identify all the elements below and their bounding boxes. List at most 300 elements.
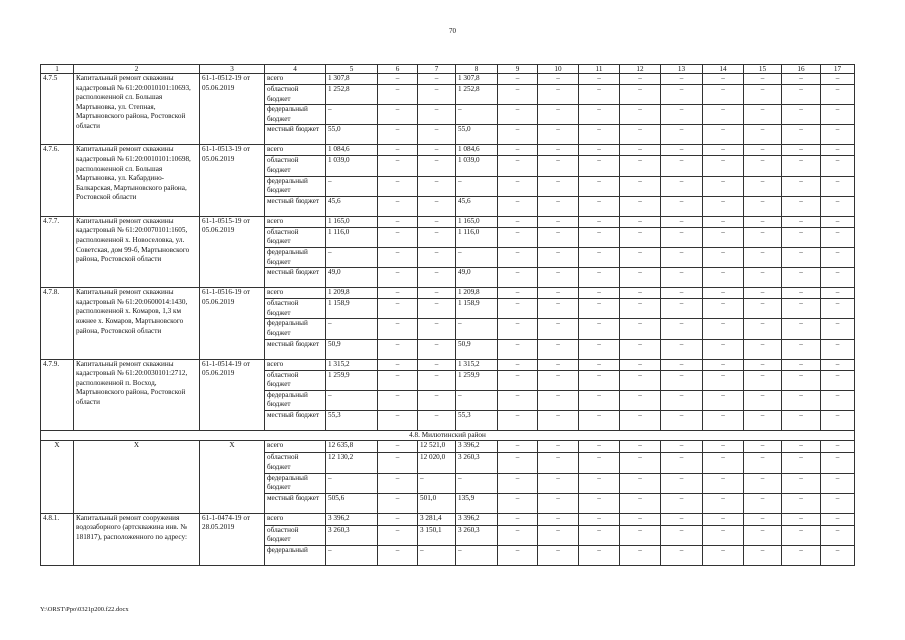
cell-col-7: –: [418, 390, 456, 410]
cell-col-5: 1 252,8: [326, 85, 378, 105]
column-header: 15: [744, 65, 782, 74]
cell-col-5: 1 209,8: [326, 288, 378, 299]
cell-col-6: –: [378, 473, 418, 493]
cell-col-9: –: [498, 493, 538, 513]
cell-col-6: –: [378, 196, 418, 216]
cell-col-17: –: [821, 125, 855, 145]
cell-col-15: –: [744, 410, 782, 430]
cell-col-15: –: [744, 288, 782, 299]
item-number: Х: [41, 441, 74, 513]
cell-col-9: –: [498, 227, 538, 247]
cell-col-8: 55,0: [456, 125, 498, 145]
cell-col-6: –: [378, 370, 418, 390]
cell-col-15: –: [744, 85, 782, 105]
cell-col-15: –: [744, 453, 782, 473]
cell-col-17: –: [821, 196, 855, 216]
column-header: 11: [579, 65, 620, 74]
cell-col-11: –: [579, 288, 620, 299]
cell-col-6: –: [378, 247, 418, 267]
cell-col-15: –: [744, 299, 782, 319]
cell-col-7: –: [418, 288, 456, 299]
cell-col-8: 1 209,8: [456, 288, 498, 299]
cell-col-17: –: [821, 370, 855, 390]
cell-col-8: 1 259,9: [456, 370, 498, 390]
cell-col-14: –: [703, 410, 744, 430]
cell-col-5: –: [326, 546, 378, 566]
cell-col-12: –: [620, 288, 661, 299]
cell-col-8: –: [456, 319, 498, 339]
cell-col-15: –: [744, 145, 782, 156]
column-header: 16: [782, 65, 821, 74]
cell-col-8: 1 158,9: [456, 299, 498, 319]
item-number: 4.7.8.: [41, 288, 74, 359]
cell-col-6: –: [378, 176, 418, 196]
column-header: 3: [200, 65, 265, 74]
cell-col-15: –: [744, 390, 782, 410]
funding-source: всего: [265, 145, 326, 156]
cell-col-13: –: [661, 359, 703, 370]
cell-col-8: 3 260,3: [456, 453, 498, 473]
cell-col-17: –: [821, 473, 855, 493]
cell-col-11: –: [579, 370, 620, 390]
cell-col-14: –: [703, 441, 744, 453]
cell-col-8: 3 260,3: [456, 525, 498, 545]
cell-col-12: –: [620, 473, 661, 493]
cell-col-5: 1 315,2: [326, 359, 378, 370]
cell-col-7: –: [418, 145, 456, 156]
cell-col-5: 1 084,6: [326, 145, 378, 156]
cell-col-7: –: [418, 216, 456, 227]
funding-source: федеральный бюджет: [265, 319, 326, 339]
cell-col-13: –: [661, 410, 703, 430]
cell-col-14: –: [703, 268, 744, 288]
cell-col-10: –: [538, 176, 579, 196]
cell-col-16: –: [782, 453, 821, 473]
cell-col-9: –: [498, 216, 538, 227]
header-row: [41, 65, 855, 74]
cell-col-15: –: [744, 216, 782, 227]
cell-col-8: 50,9: [456, 339, 498, 359]
cell-col-8: 55,3: [456, 410, 498, 430]
funding-source: всего: [265, 288, 326, 299]
cell-col-11: –: [579, 390, 620, 410]
cell-col-14: –: [703, 288, 744, 299]
funding-source: местный бюджет: [265, 268, 326, 288]
page-number: 70: [449, 27, 456, 35]
cell-col-8: –: [456, 176, 498, 196]
cell-col-8: 1 252,8: [456, 85, 498, 105]
cell-col-12: –: [620, 196, 661, 216]
funding-source: федеральный бюджет: [265, 105, 326, 125]
cell-col-5: –: [326, 473, 378, 493]
column-header: 6: [378, 65, 418, 74]
item-name: Капитальный ремонт скважины кадастровый № 61:20:0030101:2712, расположенной п. Восход, Мартыновского района, Ростовской области: [74, 359, 200, 430]
cell-col-5: 3 260,3: [326, 525, 378, 545]
item-number: 4.7.7.: [41, 216, 74, 287]
cell-col-14: –: [703, 513, 744, 525]
cell-col-8: 135,9: [456, 493, 498, 513]
cell-col-12: –: [620, 359, 661, 370]
cell-col-14: –: [703, 359, 744, 370]
item-number: 4.7.9.: [41, 359, 74, 430]
cell-col-14: –: [703, 390, 744, 410]
cell-col-16: –: [782, 216, 821, 227]
cell-col-13: –: [661, 74, 703, 85]
cell-col-16: –: [782, 288, 821, 299]
cell-col-6: –: [378, 525, 418, 545]
cell-col-7: –: [418, 339, 456, 359]
cell-col-6: –: [378, 441, 418, 453]
cell-col-10: –: [538, 125, 579, 145]
cell-col-17: –: [821, 268, 855, 288]
funding-source: всего: [265, 74, 326, 85]
cell-col-16: –: [782, 339, 821, 359]
item-name: Капитальный ремонт скважины кадастровый № 61:20:0070101:1605, расположенной х. Новоселовка, ул. Советская, дом 99-б, Мартыновского района, Ростовской области: [74, 216, 200, 287]
cell-col-9: –: [498, 74, 538, 85]
cell-col-14: –: [703, 453, 744, 473]
cell-col-10: –: [538, 319, 579, 339]
funding-source: областной бюджет: [265, 299, 326, 319]
funding-source: областной бюджет: [265, 227, 326, 247]
cell-col-5: 12 130,2: [326, 453, 378, 473]
cell-col-16: –: [782, 546, 821, 566]
cell-col-9: –: [498, 288, 538, 299]
cell-col-16: –: [782, 473, 821, 493]
cell-col-11: –: [579, 74, 620, 85]
cell-col-14: –: [703, 196, 744, 216]
cell-col-8: 3 396,2: [456, 441, 498, 453]
cell-col-12: –: [620, 410, 661, 430]
item-number: 4.7.5: [41, 74, 74, 145]
cell-col-10: –: [538, 473, 579, 493]
cell-col-5: 45,6: [326, 196, 378, 216]
cell-col-15: –: [744, 227, 782, 247]
column-header: 10: [538, 65, 579, 74]
cell-col-7: –: [418, 105, 456, 125]
item-number: 4.7.6.: [41, 145, 74, 216]
cell-col-5: –: [326, 247, 378, 267]
cell-col-12: –: [620, 85, 661, 105]
cell-col-7: –: [418, 473, 456, 493]
cell-col-8: 1 165,0: [456, 216, 498, 227]
cell-col-10: –: [538, 268, 579, 288]
cell-col-8: 49,0: [456, 268, 498, 288]
cell-col-13: –: [661, 216, 703, 227]
cell-col-17: –: [821, 319, 855, 339]
funding-source: областной бюджет: [265, 156, 326, 176]
cell-col-5: –: [326, 390, 378, 410]
cell-col-16: –: [782, 196, 821, 216]
cell-col-12: –: [620, 453, 661, 473]
cell-col-15: –: [744, 441, 782, 453]
cell-col-9: –: [498, 513, 538, 525]
cell-col-9: –: [498, 85, 538, 105]
cell-col-13: –: [661, 319, 703, 339]
cell-col-10: –: [538, 156, 579, 176]
cell-col-15: –: [744, 359, 782, 370]
cell-col-11: –: [579, 453, 620, 473]
cell-col-14: –: [703, 105, 744, 125]
cell-col-13: –: [661, 513, 703, 525]
cell-col-10: –: [538, 196, 579, 216]
table-row: [41, 216, 855, 227]
cell-col-10: –: [538, 359, 579, 370]
cell-col-13: –: [661, 525, 703, 545]
table-row: [41, 145, 855, 156]
cell-col-7: 3 150,1: [418, 525, 456, 545]
cell-col-12: –: [620, 74, 661, 85]
column-header: 13: [661, 65, 703, 74]
item-name: Капитальный ремонт скважины кадастровый № 61:20:0010101:10693, расположенной сл. Большая Мартыновка, ул. Степная, Мартыновского района, Ростовской области: [74, 74, 200, 145]
cell-col-15: –: [744, 319, 782, 339]
section-title: 4.8. Милютинский район: [41, 430, 855, 441]
funding-source: местный бюджет: [265, 493, 326, 513]
cell-col-6: –: [378, 145, 418, 156]
cell-col-7: –: [418, 247, 456, 267]
cell-col-16: –: [782, 227, 821, 247]
item-name: Капитальный ремонт скважины кадастровый № 61:20:0010101:10698, расположенной сл. Большая Мартыновка, ул. Кабардино-Балкарская, Мартыновского района, Ростовской области: [74, 145, 200, 216]
cell-col-10: –: [538, 339, 579, 359]
cell-col-5: 1 165,0: [326, 216, 378, 227]
funding-source: федеральный бюджет: [265, 473, 326, 493]
cell-col-14: –: [703, 145, 744, 156]
cell-col-5: 55,0: [326, 125, 378, 145]
cell-col-15: –: [744, 74, 782, 85]
cell-col-6: –: [378, 268, 418, 288]
funding-source: областной бюджет: [265, 453, 326, 473]
cell-col-9: –: [498, 196, 538, 216]
cell-col-13: –: [661, 339, 703, 359]
cell-col-7: 12 020,0: [418, 453, 456, 473]
item-name: Капитальный ремонт скважины кадастровый № 61:20:0600014:1430, расположенной х. Комаров, 1,3 км южнее х. Комаров, Мартыновского района, Ростовской области: [74, 288, 200, 359]
cell-col-8: –: [456, 390, 498, 410]
cell-col-11: –: [579, 268, 620, 288]
item-name: Капитальный ремонт сооружения водозаборного (артскважина инв. № 181817), расположенного по адресу:: [74, 513, 200, 565]
cell-col-12: –: [620, 493, 661, 513]
cell-col-15: –: [744, 196, 782, 216]
cell-col-11: –: [579, 299, 620, 319]
cell-col-11: –: [579, 145, 620, 156]
cell-col-15: –: [744, 493, 782, 513]
cell-col-17: –: [821, 216, 855, 227]
cell-col-6: –: [378, 513, 418, 525]
cell-col-10: –: [538, 85, 579, 105]
cell-col-17: –: [821, 453, 855, 473]
cell-col-8: 1 084,6: [456, 145, 498, 156]
cell-col-17: –: [821, 410, 855, 430]
cell-col-10: –: [538, 105, 579, 125]
cell-col-10: –: [538, 247, 579, 267]
cell-col-13: –: [661, 299, 703, 319]
section-row: [41, 430, 855, 441]
cell-col-5: 55,3: [326, 410, 378, 430]
cell-col-9: –: [498, 339, 538, 359]
table-row: [41, 74, 855, 85]
cell-col-11: –: [579, 546, 620, 566]
cell-col-6: –: [378, 288, 418, 299]
cell-col-13: –: [661, 85, 703, 105]
cell-col-6: –: [378, 74, 418, 85]
cell-col-17: –: [821, 145, 855, 156]
cell-col-17: –: [821, 85, 855, 105]
cell-col-17: –: [821, 390, 855, 410]
cell-col-13: –: [661, 176, 703, 196]
cell-col-7: –: [418, 176, 456, 196]
cell-col-6: –: [378, 390, 418, 410]
cell-col-11: –: [579, 196, 620, 216]
cell-col-8: 1 116,0: [456, 227, 498, 247]
cell-col-16: –: [782, 156, 821, 176]
cell-col-17: –: [821, 176, 855, 196]
cell-col-9: –: [498, 525, 538, 545]
cell-col-12: –: [620, 319, 661, 339]
cell-col-11: –: [579, 247, 620, 267]
cell-col-9: –: [498, 441, 538, 453]
cell-col-15: –: [744, 473, 782, 493]
cell-col-13: –: [661, 441, 703, 453]
cell-col-5: 1 307,8: [326, 74, 378, 85]
cell-col-13: –: [661, 288, 703, 299]
funding-source: всего: [265, 441, 326, 453]
cell-col-6: –: [378, 85, 418, 105]
cell-col-7: –: [418, 359, 456, 370]
cell-col-13: –: [661, 268, 703, 288]
cell-col-14: –: [703, 319, 744, 339]
cell-col-17: –: [821, 227, 855, 247]
cell-col-10: –: [538, 227, 579, 247]
cell-col-9: –: [498, 176, 538, 196]
cell-col-6: –: [378, 410, 418, 430]
cell-col-13: –: [661, 227, 703, 247]
cell-col-6: –: [378, 105, 418, 125]
cell-col-15: –: [744, 546, 782, 566]
table-row: [41, 288, 855, 299]
cell-col-17: –: [821, 288, 855, 299]
cell-col-12: –: [620, 299, 661, 319]
cell-col-7: –: [418, 299, 456, 319]
cell-col-14: –: [703, 216, 744, 227]
cell-col-5: 1 039,0: [326, 156, 378, 176]
cell-col-11: –: [579, 410, 620, 430]
cell-col-14: –: [703, 546, 744, 566]
cell-col-15: –: [744, 370, 782, 390]
cell-col-9: –: [498, 319, 538, 339]
column-header: 12: [620, 65, 661, 74]
cell-col-16: –: [782, 74, 821, 85]
cell-col-12: –: [620, 156, 661, 176]
cell-col-7: –: [418, 156, 456, 176]
cell-col-7: –: [418, 268, 456, 288]
cell-col-5: –: [326, 176, 378, 196]
cell-col-9: –: [498, 390, 538, 410]
document-number: 61-1-0515-19 от 05.06.2019: [200, 216, 265, 287]
funding-source: местный бюджет: [265, 196, 326, 216]
document-number: 61-1-0513-19 от 05.06.2019: [200, 145, 265, 216]
cell-col-7: –: [418, 196, 456, 216]
cell-col-5: –: [326, 105, 378, 125]
cell-col-7: –: [418, 546, 456, 566]
item-number: 4.8.1.: [41, 513, 74, 565]
cell-col-13: –: [661, 247, 703, 267]
cell-col-10: –: [538, 145, 579, 156]
cell-col-15: –: [744, 247, 782, 267]
cell-col-5: 1 259,9: [326, 370, 378, 390]
cell-col-8: –: [456, 473, 498, 493]
cell-col-16: –: [782, 125, 821, 145]
cell-col-6: –: [378, 359, 418, 370]
cell-col-5: 49,0: [326, 268, 378, 288]
cell-col-15: –: [744, 125, 782, 145]
cell-col-10: –: [538, 288, 579, 299]
funding-source: федеральный бюджет: [265, 176, 326, 196]
cell-col-6: –: [378, 493, 418, 513]
cell-col-10: –: [538, 546, 579, 566]
cell-col-14: –: [703, 247, 744, 267]
cell-col-16: –: [782, 105, 821, 125]
cell-col-14: –: [703, 227, 744, 247]
funding-source: областной бюджет: [265, 85, 326, 105]
cell-col-5: 12 635,8: [326, 441, 378, 453]
cell-col-15: –: [744, 156, 782, 176]
cell-col-6: –: [378, 156, 418, 176]
cell-col-12: –: [620, 525, 661, 545]
item-name: Х: [74, 441, 200, 513]
cell-col-10: –: [538, 453, 579, 473]
cell-col-6: –: [378, 319, 418, 339]
cell-col-17: –: [821, 156, 855, 176]
cell-col-14: –: [703, 370, 744, 390]
cell-col-10: –: [538, 370, 579, 390]
cell-col-14: –: [703, 156, 744, 176]
cell-col-12: –: [620, 125, 661, 145]
cell-col-7: 3 281,4: [418, 513, 456, 525]
cell-col-13: –: [661, 156, 703, 176]
cell-col-16: –: [782, 85, 821, 105]
cell-col-17: –: [821, 546, 855, 566]
cell-col-8: 3 396,2: [456, 513, 498, 525]
cell-col-11: –: [579, 227, 620, 247]
cell-col-10: –: [538, 410, 579, 430]
cell-col-5: 1 116,0: [326, 227, 378, 247]
cell-col-10: –: [538, 299, 579, 319]
cell-col-10: –: [538, 441, 579, 453]
cell-col-7: –: [418, 319, 456, 339]
column-header: 9: [498, 65, 538, 74]
cell-col-16: –: [782, 370, 821, 390]
column-header: 1: [41, 65, 74, 74]
cell-col-12: –: [620, 370, 661, 390]
cell-col-16: –: [782, 390, 821, 410]
cell-col-14: –: [703, 74, 744, 85]
cell-col-11: –: [579, 513, 620, 525]
cell-col-8: 1 307,8: [456, 74, 498, 85]
column-header: 7: [418, 65, 456, 74]
cell-col-12: –: [620, 441, 661, 453]
cell-col-17: –: [821, 74, 855, 85]
cell-col-11: –: [579, 339, 620, 359]
funding-source: федеральный бюджет: [265, 247, 326, 267]
cell-col-7: –: [418, 85, 456, 105]
budget-table: [40, 64, 855, 566]
document-number: 61-1-0474-19 от 28.05.2019: [200, 513, 265, 565]
cell-col-14: –: [703, 339, 744, 359]
cell-col-16: –: [782, 513, 821, 525]
cell-col-6: –: [378, 227, 418, 247]
cell-col-8: –: [456, 247, 498, 267]
cell-col-5: 505,6: [326, 493, 378, 513]
cell-col-9: –: [498, 156, 538, 176]
cell-col-11: –: [579, 525, 620, 545]
